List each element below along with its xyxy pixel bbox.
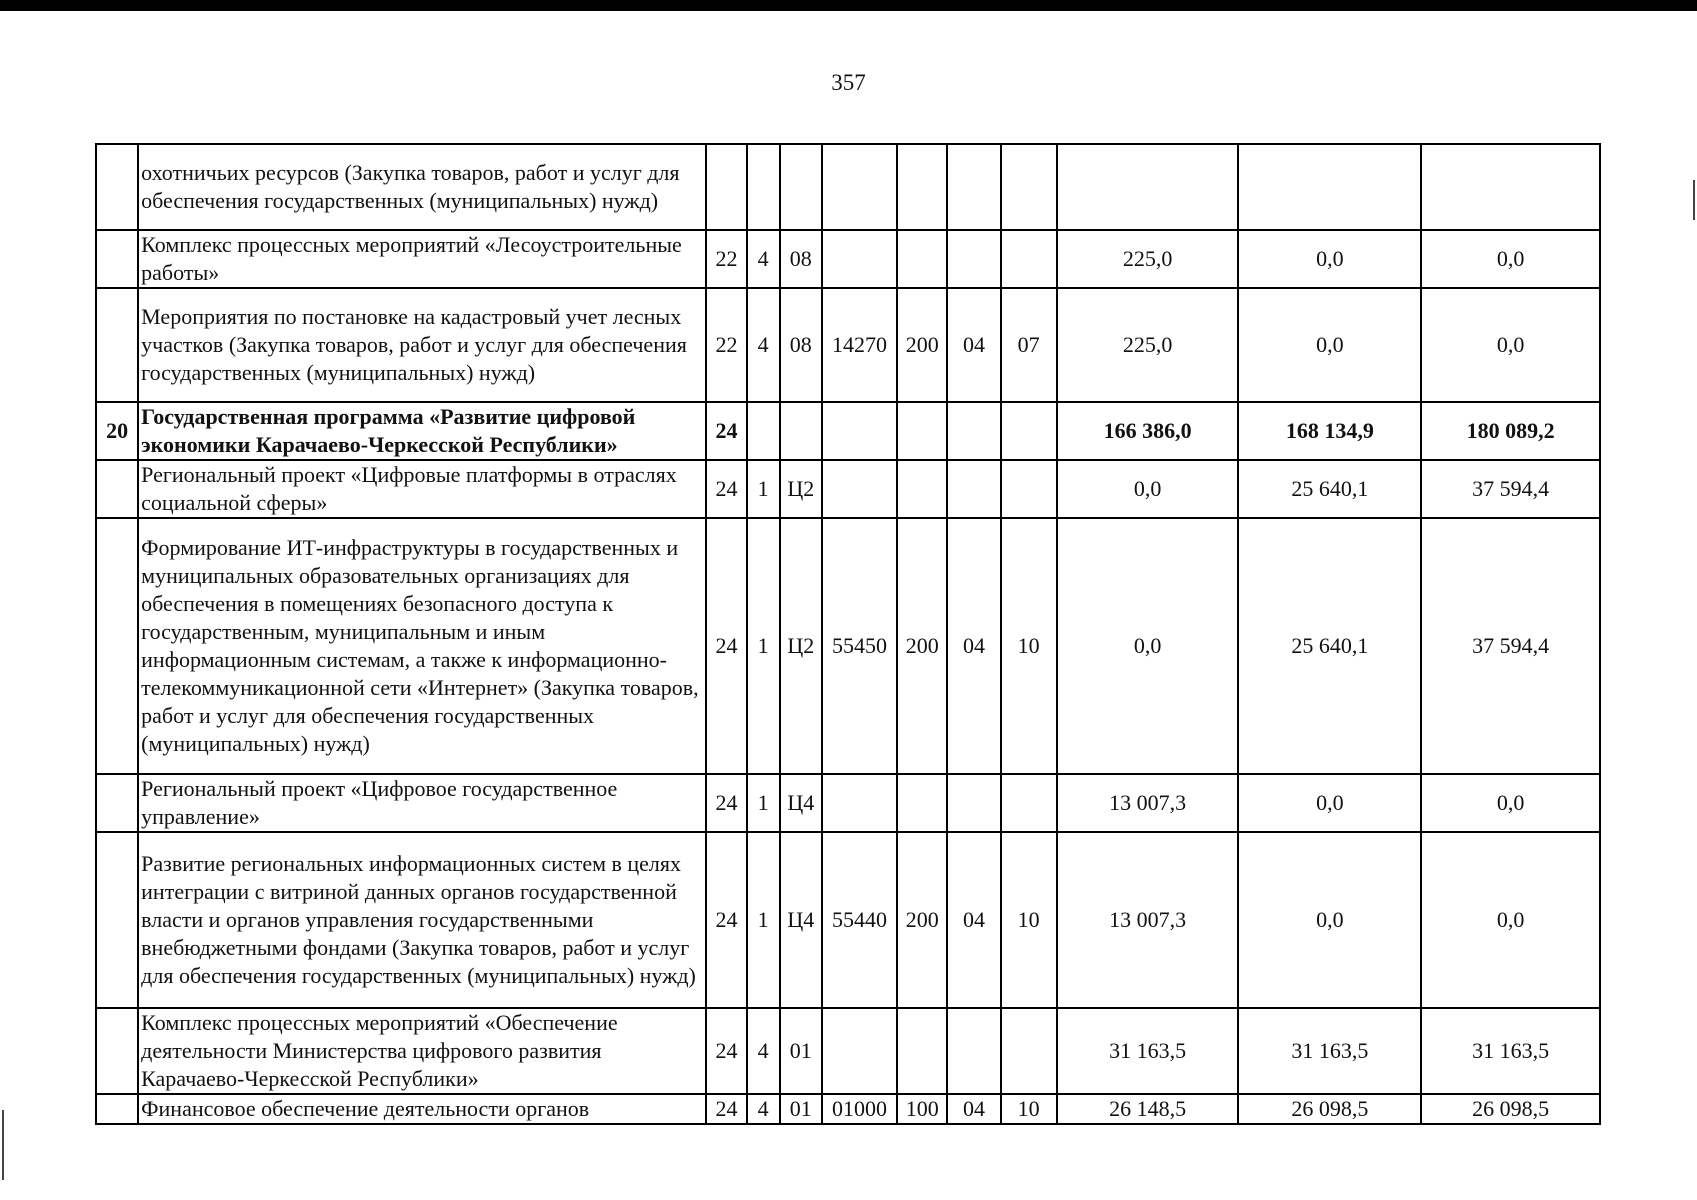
amount-cell: [1238, 144, 1421, 230]
code-cell: 01000: [822, 1094, 897, 1124]
amount-cell: 31 163,5: [1057, 1008, 1239, 1094]
row-number-cell: [96, 1008, 138, 1094]
code-cell: [747, 144, 780, 230]
code-cell: Ц2: [780, 518, 822, 774]
code-cell: 14270: [822, 288, 897, 402]
scan-artifact: [2, 1110, 4, 1180]
row-name-cell: Государственная программа «Развитие цифровой экономики Карачаево-Черкесской Республики»: [138, 402, 706, 460]
code-cell: [947, 402, 1000, 460]
code-cell: 1: [747, 460, 780, 518]
row-number-cell: [96, 774, 138, 832]
row-name-cell: Мероприятия по постановке на кадастровый учет лесных участков (Закупка товаров, работ и услуг для обеспечения государственных (муниципальных) нужд): [138, 288, 706, 402]
code-cell: 08: [780, 230, 822, 288]
code-cell: 1: [747, 774, 780, 832]
code-cell: [1001, 144, 1057, 230]
code-cell: 4: [747, 1094, 780, 1124]
code-cell: 10: [1001, 1094, 1057, 1124]
code-cell: [897, 460, 947, 518]
code-cell: [1001, 230, 1057, 288]
amount-cell: 37 594,4: [1421, 460, 1600, 518]
table-row: [96, 832, 1600, 1008]
code-cell: Ц4: [780, 832, 822, 1008]
code-cell: [947, 774, 1000, 832]
amount-cell: 180 089,2: [1421, 402, 1600, 460]
table-row: [96, 230, 1600, 288]
code-cell: 04: [947, 518, 1000, 774]
row-name-cell: охотничьих ресурсов (Закупка товаров, работ и услуг для обеспечения государственных (муниципальных) нужд): [138, 144, 706, 230]
amount-cell: 26 098,5: [1238, 1094, 1421, 1124]
table-row: [96, 402, 1600, 460]
scan-top-border: [0, 0, 1697, 11]
code-cell: 200: [897, 518, 947, 774]
code-cell: 200: [897, 832, 947, 1008]
code-cell: [897, 402, 947, 460]
table-row: [96, 1094, 1600, 1124]
code-cell: [822, 230, 897, 288]
row-number-cell: 20: [96, 402, 138, 460]
code-cell: 04: [947, 288, 1000, 402]
row-name-cell: Финансовое обеспечение деятельности органов: [138, 1094, 706, 1124]
page-number: 357: [831, 70, 866, 95]
code-cell: 55440: [822, 832, 897, 1008]
code-cell: [947, 1008, 1000, 1094]
code-cell: [822, 460, 897, 518]
code-cell: 4: [747, 230, 780, 288]
code-cell: [947, 144, 1000, 230]
amount-cell: 31 163,5: [1238, 1008, 1421, 1094]
code-cell: 07: [1001, 288, 1057, 402]
amount-cell: 0,0: [1238, 774, 1421, 832]
amount-cell: [1421, 144, 1600, 230]
code-cell: [897, 230, 947, 288]
code-cell: [780, 402, 822, 460]
code-cell: 10: [1001, 832, 1057, 1008]
amount-cell: 25 640,1: [1238, 518, 1421, 774]
code-cell: 55450: [822, 518, 897, 774]
amount-cell: 0,0: [1421, 774, 1600, 832]
code-cell: 24: [706, 774, 746, 832]
row-number-cell: [96, 832, 138, 1008]
table-row: [96, 774, 1600, 832]
amount-cell: 166 386,0: [1057, 402, 1239, 460]
code-cell: 24: [706, 402, 746, 460]
code-cell: 22: [706, 288, 746, 402]
amount-cell: 0,0: [1057, 460, 1239, 518]
code-cell: 1: [747, 832, 780, 1008]
row-name-cell: Региональный проект «Цифровое государственное управление»: [138, 774, 706, 832]
code-cell: 4: [747, 1008, 780, 1094]
amount-cell: 25 640,1: [1238, 460, 1421, 518]
table-row: [96, 144, 1600, 230]
code-cell: Ц2: [780, 460, 822, 518]
code-cell: [1001, 402, 1057, 460]
code-cell: [822, 774, 897, 832]
amount-cell: 31 163,5: [1421, 1008, 1600, 1094]
table-row: [96, 288, 1600, 402]
amount-cell: 0,0: [1421, 832, 1600, 1008]
row-number-cell: [96, 288, 138, 402]
amount-cell: 26 098,5: [1421, 1094, 1600, 1124]
code-cell: 100: [897, 1094, 947, 1124]
amount-cell: 26 148,5: [1057, 1094, 1239, 1124]
code-cell: [780, 144, 822, 230]
amount-cell: 225,0: [1057, 230, 1239, 288]
code-cell: 1: [747, 518, 780, 774]
amount-cell: 0,0: [1421, 230, 1600, 288]
amount-cell: 168 134,9: [1238, 402, 1421, 460]
code-cell: 22: [706, 230, 746, 288]
amount-cell: 0,0: [1238, 832, 1421, 1008]
code-cell: [897, 144, 947, 230]
code-cell: [897, 1008, 947, 1094]
code-cell: 24: [706, 1008, 746, 1094]
code-cell: 01: [780, 1094, 822, 1124]
row-number-cell: [96, 230, 138, 288]
code-cell: Ц4: [780, 774, 822, 832]
amount-cell: [1057, 144, 1239, 230]
amount-cell: 0,0: [1238, 288, 1421, 402]
row-name-cell: Комплекс процессных мероприятий «Обеспечение деятельности Министерства цифрового развития Карачаево-Черкесской Республики»: [138, 1008, 706, 1094]
code-cell: [747, 402, 780, 460]
code-cell: 200: [897, 288, 947, 402]
row-number-cell: [96, 460, 138, 518]
row-number-cell: [96, 1094, 138, 1124]
row-name-cell: Комплекс процессных мероприятий «Лесоустроительные работы»: [138, 230, 706, 288]
amount-cell: 0,0: [1421, 288, 1600, 402]
code-cell: [947, 230, 1000, 288]
code-cell: [947, 460, 1000, 518]
row-name-cell: Формирование ИТ-инфраструктуры в государственных и муниципальных образовательных организациях для обеспечения в помещениях безопасного доступа к государственным, муниципальным и иным информационным системам, а также к информационно-телекоммуникационной сети «Интернет» (Закупка товаров, работ и услуг для обеспечения государственных (муниципальных) нужд): [138, 518, 706, 774]
row-number-cell: [96, 518, 138, 774]
code-cell: 24: [706, 460, 746, 518]
code-cell: [706, 144, 746, 230]
code-cell: 24: [706, 832, 746, 1008]
scan-artifact: [1693, 180, 1695, 220]
code-cell: [822, 144, 897, 230]
row-number-cell: [96, 144, 138, 230]
code-cell: [1001, 460, 1057, 518]
code-cell: 24: [706, 1094, 746, 1124]
code-cell: [897, 774, 947, 832]
code-cell: 04: [947, 832, 1000, 1008]
amount-cell: 13 007,3: [1057, 832, 1239, 1008]
code-cell: 4: [747, 288, 780, 402]
code-cell: 08: [780, 288, 822, 402]
code-cell: [822, 402, 897, 460]
amount-cell: 0,0: [1238, 230, 1421, 288]
table-row: [96, 1008, 1600, 1094]
amount-cell: 13 007,3: [1057, 774, 1239, 832]
row-name-cell: Региональный проект «Цифровые платформы в отраслях социальной сферы»: [138, 460, 706, 518]
row-name-cell: Развитие региональных информационных систем в целях интеграции с витриной данных органов государственной власти и органов управления государственными внебюджетными фондами (Закупка товаров, работ и услуг для обеспечения государственных (муниципальных) нужд): [138, 832, 706, 1008]
code-cell: 10: [1001, 518, 1057, 774]
code-cell: [1001, 774, 1057, 832]
table-row: [96, 518, 1600, 774]
amount-cell: 37 594,4: [1421, 518, 1600, 774]
budget-table: [95, 143, 1601, 1125]
amount-cell: 0,0: [1057, 518, 1239, 774]
table-row: [96, 460, 1600, 518]
code-cell: [1001, 1008, 1057, 1094]
code-cell: 24: [706, 518, 746, 774]
code-cell: 01: [780, 1008, 822, 1094]
amount-cell: 225,0: [1057, 288, 1239, 402]
code-cell: 04: [947, 1094, 1000, 1124]
code-cell: [822, 1008, 897, 1094]
